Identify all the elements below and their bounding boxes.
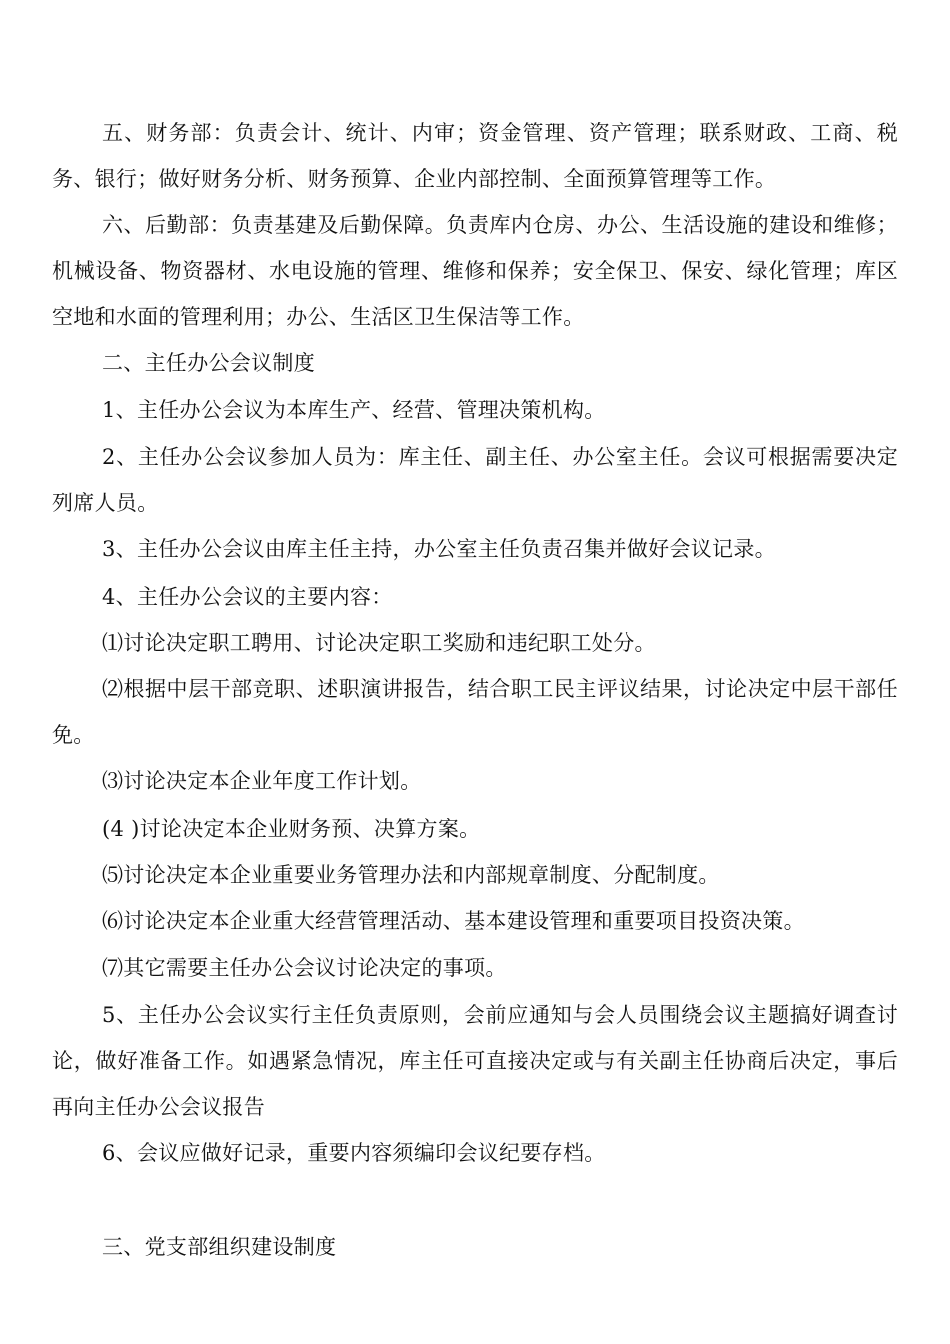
paragraph-item-5: 5、主任办公会议实行主任负责原则，会前应通知与会人员围绕会议主题搞好调查讨论，做好准备工作。如遇紧急情况，库主任可直接决定或与有关副主任协商后决定，事后再向主任办公会议报告 xyxy=(52,1003,898,1119)
paragraph-subitem-4: (4 )讨论决定本企业财务预、决算方案。 xyxy=(102,817,481,841)
paragraph-item-4: 4、主任办公会议的主要内容： xyxy=(102,585,393,609)
paragraph-subitem-2: ⑵根据中层干部竞职、述职演讲报告，结合职工民主评议结果，讨论决定中层干部任免。 xyxy=(52,677,898,747)
paragraph-subitem-5: ⑸讨论决定本企业重要业务管理办法和内部规章制度、分配制度。 xyxy=(102,863,720,887)
paragraph-finance-dept: 五、财务部：负责会计、统计、内审；资金管理、资产管理；联系财政、工商、税务、银行；做好财务分析、财务预算、企业内部控制、全面预算管理等工作。 xyxy=(52,121,898,191)
paragraph-item-3: 3、主任办公会议由库主任主持，办公室主任负责召集并做好会议记录。 xyxy=(102,537,776,561)
paragraph-item-1: 1、主任办公会议为本库生产、经营、管理决策机构。 xyxy=(102,398,606,422)
paragraph-subitem-1: ⑴讨论决定职工聘用、讨论决定职工奖励和违纪职工处分。 xyxy=(102,631,656,655)
paragraph-item-6: 6、会议应做好记录，重要内容须编印会议纪要存档。 xyxy=(102,1141,606,1165)
section-heading-party-branch: 三、党支部组织建设制度 xyxy=(102,1235,337,1259)
paragraph-subitem-3: ⑶讨论决定本企业年度工作计划。 xyxy=(102,769,422,793)
section-heading-director-meeting: 二、主任办公会议制度 xyxy=(102,351,315,375)
paragraph-subitem-7: ⑺其它需要主任办公会议讨论决定的事项。 xyxy=(102,956,507,980)
paragraph-logistics-dept: 六、后勤部：负责基建及后勤保障。负责库内仓房、办公、生活设施的建设和维修；机械设备、物资器材、水电设施的管理、维修和保养；安全保卫、保安、绿化管理；库区空地和水面的管理利用；办公、生活区卫生保洁等工作。 xyxy=(52,213,898,329)
paragraph-item-2: 2、主任办公会议参加人员为：库主任、副主任、办公室主任。会议可根据需要决定列席人员。 xyxy=(52,445,898,515)
paragraph-subitem-6: ⑹讨论决定本企业重大经营管理活动、基本建设管理和重要项目投资决策。 xyxy=(102,909,805,933)
